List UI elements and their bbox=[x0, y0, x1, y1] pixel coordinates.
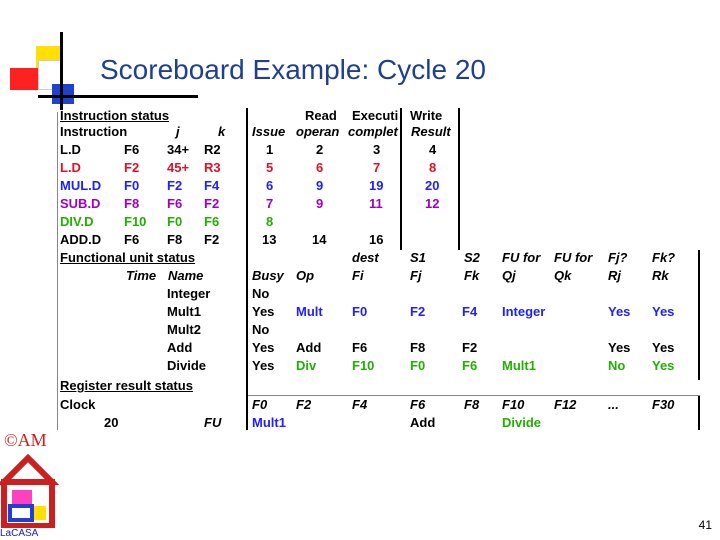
fu-busy: Yes bbox=[252, 340, 275, 355]
instr-k: R2 bbox=[204, 142, 221, 157]
header-rj: Rj bbox=[608, 268, 621, 283]
copyright-am-logo: ©AM bbox=[4, 430, 47, 450]
header-result: Result bbox=[411, 124, 451, 139]
fu-label: FU bbox=[204, 415, 222, 430]
instr-op: SUB.D bbox=[60, 196, 101, 211]
register-ellipsis: ... bbox=[608, 397, 619, 412]
fu-fi: F0 bbox=[352, 304, 368, 319]
register-fu-f6: Add bbox=[410, 415, 436, 430]
divider-register-status bbox=[698, 395, 700, 430]
instr-read: 9 bbox=[316, 178, 324, 193]
instr-k: F2 bbox=[204, 232, 220, 247]
instr-read: 9 bbox=[316, 196, 324, 211]
header-issue: Issue bbox=[252, 124, 286, 139]
instr-write: 20 bbox=[425, 178, 440, 193]
header-fj-ready: Fj? bbox=[608, 250, 628, 265]
instr-k: R3 bbox=[204, 160, 221, 175]
register-f0: F0 bbox=[252, 397, 268, 412]
fu-name: Mult2 bbox=[167, 322, 201, 337]
corner-horizontal-line bbox=[38, 95, 198, 98]
fu-fj: F8 bbox=[410, 340, 426, 355]
instr-read: 6 bbox=[316, 160, 324, 175]
instr-exec: 7 bbox=[373, 160, 381, 175]
header-fj: Fj bbox=[410, 268, 422, 283]
instr-op: L.D bbox=[60, 142, 81, 157]
register-f4: F4 bbox=[352, 397, 368, 412]
header-fi: Fi bbox=[352, 268, 364, 283]
header-qj: Qj bbox=[502, 268, 516, 283]
fu-rj: Yes bbox=[608, 340, 631, 355]
register-fu-f10: Divide bbox=[502, 415, 542, 430]
clock-value: 20 bbox=[104, 415, 119, 430]
corner-vertical-line bbox=[60, 32, 63, 110]
fu-rk: Yes bbox=[652, 358, 675, 373]
fu-name: Divide bbox=[167, 358, 207, 373]
header-fu-for-k: FU for bbox=[554, 250, 593, 265]
instr-issue: 5 bbox=[266, 160, 274, 175]
header-complete: complet bbox=[348, 124, 398, 139]
instr-dst: F2 bbox=[124, 160, 140, 175]
instr-op: ADD.D bbox=[60, 232, 102, 247]
register-f6: F6 bbox=[410, 397, 426, 412]
fu-qj: Mult1 bbox=[502, 358, 536, 373]
instr-issue: 1 bbox=[266, 142, 274, 157]
instr-issue: 13 bbox=[262, 232, 277, 247]
fu-qj: Integer bbox=[502, 304, 546, 319]
slide-title: Scoreboard Example: Cycle 20 bbox=[100, 54, 486, 85]
instr-j: F0 bbox=[167, 214, 183, 229]
header-fu-for-j: FU for bbox=[502, 250, 541, 265]
header-rk: Rk bbox=[652, 268, 669, 283]
divider-fu-status bbox=[698, 250, 700, 380]
instr-dst: F6 bbox=[124, 142, 140, 157]
instr-write: 8 bbox=[429, 160, 437, 175]
instr-j: F8 bbox=[167, 232, 183, 247]
fu-rk: Yes bbox=[652, 304, 675, 319]
fu-fk: F2 bbox=[462, 340, 478, 355]
register-f12: F12 bbox=[554, 397, 577, 412]
fu-fk: F4 bbox=[462, 304, 478, 319]
divider-write-result bbox=[458, 108, 460, 250]
fu-op: Add bbox=[296, 340, 322, 355]
divider-issue-column bbox=[246, 108, 248, 430]
instr-j: F2 bbox=[167, 178, 183, 193]
fu-busy: Yes bbox=[252, 304, 275, 319]
instr-dst: F8 bbox=[124, 196, 140, 211]
fu-busy: Yes bbox=[252, 358, 275, 373]
fu-fi: F6 bbox=[352, 340, 368, 355]
lacasa-house-logo bbox=[0, 452, 60, 528]
header-write: Write bbox=[410, 108, 443, 123]
fu-fk: F6 bbox=[462, 358, 478, 373]
header-busy: Busy bbox=[252, 268, 284, 283]
register-f2: F2 bbox=[296, 397, 312, 412]
fu-fi: F10 bbox=[352, 358, 375, 373]
header-qk: Qk bbox=[554, 268, 572, 283]
functional-unit-status-label: Functional unit status bbox=[60, 250, 196, 265]
divider-left-border bbox=[57, 112, 58, 430]
fu-name: Add bbox=[167, 340, 193, 355]
instr-read: 14 bbox=[312, 232, 327, 247]
instr-dst: F6 bbox=[124, 232, 140, 247]
header-fk-ready: Fk? bbox=[652, 250, 676, 265]
header-s2: S2 bbox=[464, 250, 480, 265]
instr-read: 2 bbox=[316, 142, 324, 157]
instr-j: 45+ bbox=[167, 160, 190, 175]
header-op: Op bbox=[296, 268, 315, 283]
instr-exec: 19 bbox=[369, 178, 384, 193]
fu-rk: Yes bbox=[652, 340, 675, 355]
register-fu-f0: Mult1 bbox=[252, 415, 286, 430]
header-fk: Fk bbox=[464, 268, 480, 283]
register-result-status-label: Register result status bbox=[60, 378, 193, 393]
fu-fj: F0 bbox=[410, 358, 426, 373]
header-dest: dest bbox=[352, 250, 379, 265]
instr-write: 4 bbox=[429, 142, 437, 157]
instr-op: DIV.D bbox=[60, 214, 94, 229]
instr-write: 12 bbox=[425, 196, 440, 211]
fu-name: Integer bbox=[167, 286, 211, 301]
clock-label: Clock bbox=[60, 397, 96, 412]
header-instruction: Instruction bbox=[60, 124, 128, 139]
register-f8: F8 bbox=[464, 397, 480, 412]
instr-exec: 16 bbox=[369, 232, 384, 247]
corner-blue-square bbox=[52, 84, 74, 104]
register-f30: F30 bbox=[652, 397, 675, 412]
instr-dst: F0 bbox=[124, 178, 140, 193]
fu-rj: No bbox=[608, 358, 626, 373]
instr-dst: F10 bbox=[124, 214, 147, 229]
instr-k: F6 bbox=[204, 214, 220, 229]
divider-register-top bbox=[248, 395, 700, 396]
instr-issue: 8 bbox=[266, 214, 274, 229]
header-time: Time bbox=[126, 268, 157, 283]
fu-rj: Yes bbox=[608, 304, 631, 319]
instr-exec: 3 bbox=[373, 142, 381, 157]
lacasa-logo-text: LaCASA bbox=[0, 528, 39, 539]
instr-op: L.D bbox=[60, 160, 81, 175]
header-operands: operan bbox=[296, 124, 340, 139]
header-s1: S1 bbox=[410, 250, 426, 265]
instr-j: 34+ bbox=[167, 142, 190, 157]
register-f10: F10 bbox=[502, 397, 525, 412]
header-executi: Executi bbox=[352, 108, 399, 123]
instr-j: F6 bbox=[167, 196, 183, 211]
fu-busy: No bbox=[252, 322, 270, 337]
instr-issue: 6 bbox=[266, 178, 274, 193]
header-j: j bbox=[176, 124, 180, 139]
header-k: k bbox=[218, 124, 226, 139]
instr-op: MUL.D bbox=[60, 178, 102, 193]
header-name: Name bbox=[168, 268, 204, 283]
instr-exec: 11 bbox=[369, 196, 383, 211]
fu-fj: F2 bbox=[410, 304, 426, 319]
fu-name: Mult1 bbox=[167, 304, 201, 319]
fu-busy: No bbox=[252, 286, 270, 301]
instr-k: F4 bbox=[204, 178, 220, 193]
instruction-status-label: Instruction status bbox=[60, 108, 170, 123]
instr-issue: 7 bbox=[266, 196, 274, 211]
fu-op: Mult bbox=[296, 304, 323, 319]
header-read: Read bbox=[305, 108, 337, 123]
instr-k: F2 bbox=[204, 196, 220, 211]
slide-number: 41 bbox=[698, 518, 712, 532]
fu-op: Div bbox=[296, 358, 317, 373]
